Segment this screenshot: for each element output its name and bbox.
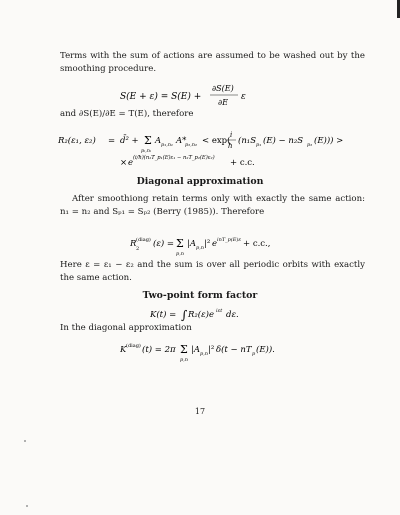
svg-text:p₁,n₁: p₁,n₁ (161, 142, 174, 148)
svg-text:A*: A* (176, 136, 187, 146)
svg-text:δ(t − nT: δ(t − nT (216, 345, 252, 355)
svg-text:(diag): (diag) (126, 343, 141, 349)
scan-speck (26, 505, 28, 507)
svg-text:p,n: p,n (176, 251, 185, 257)
heading-two-point-form-factor: Two-point form factor (142, 290, 258, 301)
paragraph-here-epsilon: Here ε = ε₁ − ε₂ and the sum is over all periodic orbits with exactly the same action. (60, 260, 365, 283)
svg-text:=: = (108, 136, 116, 146)
svg-text:p: p (252, 351, 256, 357)
svg-text:p₁: p₁ (256, 142, 262, 148)
svg-text:pᵢ,nᵢ: pᵢ,nᵢ (141, 148, 152, 154)
svg-text:Σ: Σ (176, 237, 184, 250)
svg-text:(E))) >: (E))) > (314, 136, 344, 146)
svg-text:ħ: ħ (228, 142, 233, 150)
svg-text:×: × (120, 158, 128, 168)
svg-text:A: A (155, 136, 162, 146)
svg-text:inT_p(E)ε: inT_p(E)ε (217, 237, 242, 243)
svg-text:(E) − n₂S: (E) − n₂S (263, 136, 304, 146)
svg-text:|A: |A (187, 239, 197, 249)
svg-text:p₂: p₂ (307, 142, 313, 148)
svg-text:K(t) =: K(t) = (150, 310, 177, 320)
svg-text:(diag): (diag) (136, 237, 151, 243)
svg-text:p,n: p,n (180, 357, 189, 363)
svg-text:d̄² +: d̄² + (120, 136, 139, 146)
scan-speck (24, 440, 26, 442)
svg-text:(E)).: (E)). (256, 345, 275, 355)
svg-text:Σ: Σ (180, 343, 188, 356)
svg-text:∂E: ∂E (218, 98, 228, 107)
svg-text:(ε) =: (ε) = (153, 239, 175, 249)
svg-text:e: e (128, 158, 134, 168)
equation-action-expansion-render (120, 82, 280, 110)
equation-two-point-correlation-render (58, 127, 368, 171)
svg-text:+ c.c.,: + c.c., (243, 239, 271, 249)
paragraph-in-diagonal: In the diagonal approximation (60, 323, 192, 333)
svg-text:(t) = 2π: (t) = 2π (142, 345, 176, 355)
heading-diagonal-approximation: Diagonal approximation (136, 176, 264, 187)
equation-form-factor-render (150, 304, 260, 324)
page-number: 17 (194, 407, 206, 416)
svg-text:∫: ∫ (181, 308, 188, 322)
equation-diagonal-form-factor-render (120, 338, 290, 366)
svg-text:∂S(E): ∂S(E) (212, 84, 234, 93)
svg-text:S(E + ε) = S(E) +: S(E + ε) = S(E) + (120, 92, 202, 102)
svg-text:|²: |² (204, 239, 211, 249)
svg-text:2: 2 (136, 246, 140, 252)
svg-text:|²: |² (208, 345, 215, 355)
svg-text:e: e (212, 239, 218, 249)
svg-text:< exp(: < exp( (202, 136, 231, 146)
svg-text:(i/ħ)(n₁T_p₁(E)ε₁ − n₂T_p₂(E)ε: (i/ħ)(n₁T_p₁(E)ε₁ − n₂T_p₂(E)ε₂) (133, 155, 215, 161)
equation-diagonal-form-factor (120, 338, 290, 370)
paragraph-therefore: and ∂S(E)/∂E = T(E), therefore (60, 109, 194, 119)
svg-text:R: R (130, 239, 137, 249)
svg-text:p,n: p,n (200, 351, 209, 357)
svg-text:R₂(ε₁, ε₂): R₂(ε₁, ε₂) (58, 136, 96, 146)
svg-text:iεt: iεt (216, 308, 223, 314)
paragraph-smoothing: After smoothiong retain terms only with exactly the same action: n₁ = n₂ and Sₚ₁ = Sₚ₂ (Berry (1985)). Therefore (60, 194, 365, 217)
svg-text:+ c.c.: + c.c. (230, 158, 255, 168)
svg-text:|A: |A (191, 345, 201, 355)
svg-text:K: K (120, 345, 127, 355)
svg-text:(n₁S: (n₁S (238, 136, 257, 146)
equation-two-point-correlation (58, 127, 368, 175)
svg-text:i: i (230, 131, 233, 139)
equation-diagonal-correlation-render (130, 232, 305, 260)
svg-text:ε: ε (241, 92, 246, 102)
svg-text:p,n: p,n (196, 245, 205, 251)
svg-text:p₂,n₂: p₂,n₂ (185, 142, 198, 148)
svg-text:Σ: Σ (144, 134, 152, 147)
svg-text:dε.: dε. (226, 310, 239, 320)
paragraph-washed-out: Terms with the sum of actions are assumed to be washed out by the smoothing procedure. (60, 51, 365, 74)
svg-text:R₂(ε)e: R₂(ε)e (188, 310, 215, 320)
